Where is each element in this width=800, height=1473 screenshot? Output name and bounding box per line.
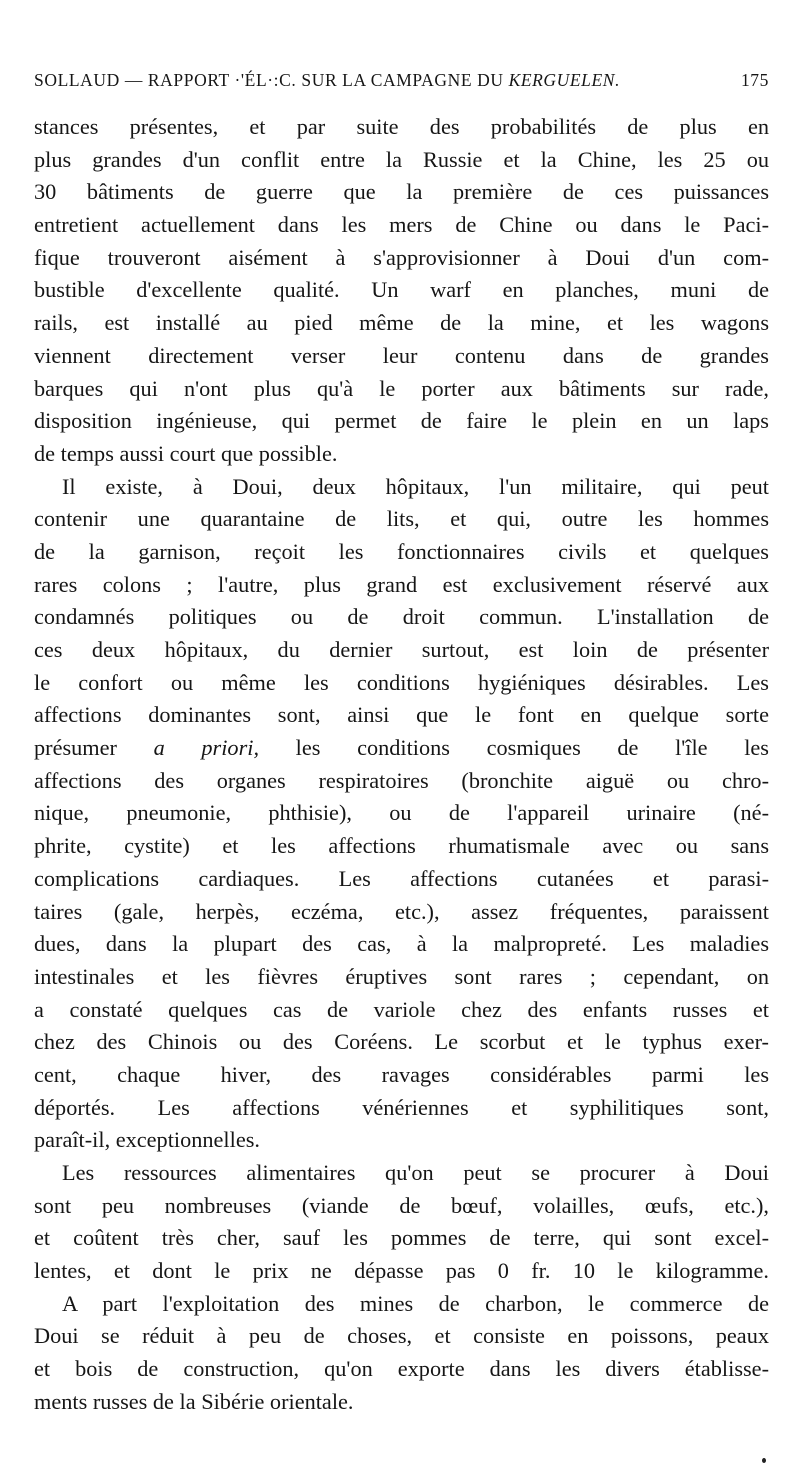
text-line: rares colons ; l'autre, plus grand est exclusivement réservé aux bbox=[34, 571, 769, 597]
scan-speck bbox=[762, 1458, 766, 1463]
text-line: et bois de construction, qu'on exporte dans les divers établisse- bbox=[34, 1356, 769, 1382]
body-text bbox=[34, 111, 769, 1419]
paragraph-start-line: Il existe, à Doui, deux hôpitaux, l'un militaire, qui peut bbox=[62, 473, 769, 499]
text-line: barques qui n'ont plus qu'à le porter aux bâtiments sur rade, bbox=[34, 375, 769, 401]
running-head bbox=[34, 70, 769, 100]
page-number: 175 bbox=[740, 70, 769, 90]
text-line: complications cardiaques. Les affections cutanées et parasi- bbox=[34, 865, 769, 891]
paragraph-start-line: Les ressources alimentaires qu'on peut se procurer à Doui bbox=[62, 1160, 769, 1185]
text-line: affections des organes respiratoires (bronchite aiguë ou chro- bbox=[34, 767, 769, 793]
text-line-with-italic: présumer a priori, les conditions cosmiques de l'île les bbox=[34, 735, 769, 761]
text-line: ces deux hôpitaux, du dernier surtout, est loin de présenter bbox=[34, 637, 769, 662]
running-title: SOLLAUD — RAPPORT ·'ÉL·:C. SUR LA CAMPAGNE DU KERGUELEN. bbox=[34, 70, 621, 90]
text-line: sont peu nombreuses (viande de bœuf, volailles, œufs, etc.), bbox=[34, 1192, 769, 1218]
text-line: a constaté quelques cas de variole chez des enfants russes et bbox=[34, 996, 769, 1022]
text-line: et coûtent très cher, sauf les pommes de terre, qui sont excel- bbox=[34, 1225, 769, 1251]
running-title-ship-name: KERGUELEN. bbox=[508, 70, 621, 90]
text-line: 30 bâtiments de guerre que la première de ces puissances bbox=[34, 179, 769, 205]
paragraph-end-line: de temps aussi court que possible. bbox=[34, 440, 338, 466]
text-line: bustible d'excellente qualité. Un warf en planches, muni de bbox=[34, 277, 769, 303]
text-line: phrite, cystite) et les affections rhumatismale avec ou sans bbox=[34, 833, 769, 859]
text-line: viennent directement verser leur contenu dans de grandes bbox=[34, 342, 769, 368]
text-line: nique, pneumonie, phthisie), ou de l'appareil urinaire (né- bbox=[34, 800, 769, 826]
text-line: chez des Chinois ou des Coréens. Le scorbut et le typhus exer- bbox=[34, 1029, 769, 1055]
text-line: cent, chaque hiver, des ravages considérables parmi les bbox=[34, 1061, 769, 1087]
text-line: taires (gale, herpès, eczéma, etc.), assez fréquentes, paraissent bbox=[34, 898, 769, 924]
paragraph-end-line: paraît-il, exceptionnelles. bbox=[34, 1127, 260, 1153]
italic-phrase: a priori, bbox=[153, 735, 260, 761]
text-line: plus grandes d'un conflit entre la Russie et la Chine, les 25 ou bbox=[34, 146, 769, 172]
text-line: le confort ou même les conditions hygiéniques désirables. Les bbox=[34, 669, 769, 695]
text-line: Doui se réduit à peu de choses, et consiste en poissons, peaux bbox=[34, 1323, 769, 1349]
text-line: intestinales et les fièvres éruptives sont rares ; cependant, on bbox=[34, 963, 769, 989]
paragraph-start-line: A part l'exploitation des mines de charbon, le commerce de bbox=[62, 1290, 769, 1316]
text-line: disposition ingénieuse, qui permet de faire le plein en un laps bbox=[34, 408, 769, 434]
text-line: lentes, et dont le prix ne dépasse pas 0 fr. 10 le kilogramme. bbox=[34, 1258, 769, 1284]
text-line: fique trouveront aisément à s'approvisionner à Doui d'un com- bbox=[34, 244, 769, 270]
paragraph-end-line: ments russes de la Sibérie orientale. bbox=[34, 1388, 354, 1414]
text-line: affections dominantes sont, ainsi que le font en quelque sorte bbox=[34, 702, 769, 728]
text-line: dues, dans la plupart des cas, à la malpropreté. Les maladies bbox=[34, 931, 769, 957]
text-line: rails, est installé au pied même de la mine, et les wagons bbox=[34, 310, 769, 336]
text-line: stances présentes, et par suite des probabilités de plus en bbox=[34, 114, 769, 139]
text-line: déportés. Les affections vénériennes et syphilitiques sont, bbox=[34, 1094, 769, 1120]
text-line: de la garnison, reçoit les fonctionnaires civils et quelques bbox=[34, 538, 769, 564]
text-line: entretient actuellement dans les mers de Chine ou dans le Paci- bbox=[34, 212, 769, 238]
text-line: contenir une quarantaine de lits, et qui, outre les hommes bbox=[34, 506, 769, 532]
text-line: condamnés politiques ou de droit commun. L'installation de bbox=[34, 604, 769, 630]
